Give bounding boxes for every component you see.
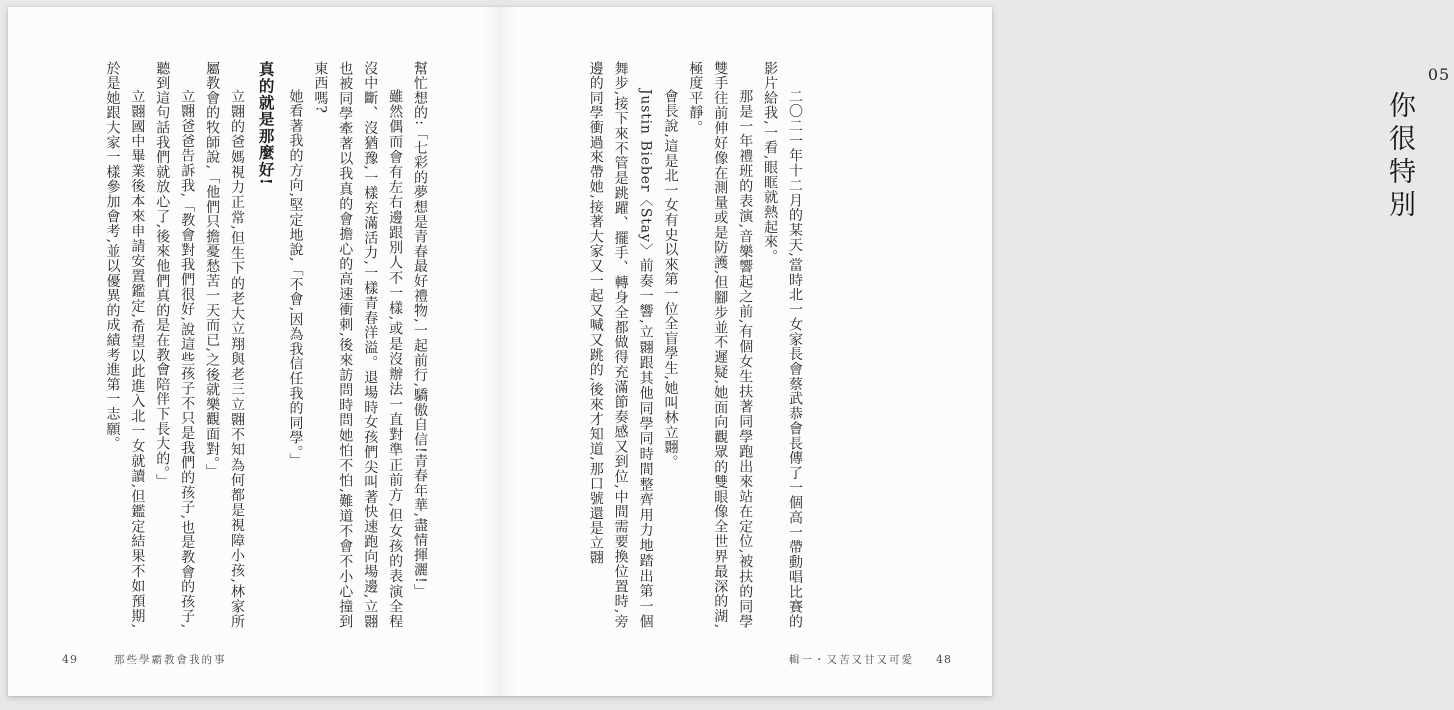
paragraph: 會長說,這是北一女有史以來第一位全盲學生,她叫林立翾。 — [662, 89, 679, 470]
section-heading: 真的就是那麼好! — [256, 61, 276, 186]
book-spread — [8, 7, 1451, 696]
footer-right — [789, 652, 952, 667]
running-head-right: 輯一・又苦又甘又可愛 — [789, 654, 914, 666]
running-head-left: 那些學霸教會我的事 — [114, 654, 227, 666]
paragraph: Justin Bieber〈Stay〉前奏一響,立翾跟其他同學同時間整齊用力地踏出第一個舞步,接下來不管是跳躍、擺手、轉身全都做得充滿節奏感又到位,中間需要換位置時,旁邊的同學衝過來帶她,接著大家又一起又喊又跳的,後來才知道,那口號還是立翾 — [587, 61, 654, 629]
page-number-right: 48 — [936, 653, 952, 666]
footer-left — [62, 652, 227, 667]
chapter-title: 你很特別 — [1384, 91, 1415, 223]
paragraph: 她看著我的方向,堅定地說,「不會,因為我信任我的同學。」 — [287, 89, 304, 468]
paragraph: 立翾爸爸告訴我,「教會對我們很好,說這些孩子不只是我們的孩子,也是教會的孩子,聽到這句話我們就放心了,後來他們真的是在教會陪伴下長大的。」 — [154, 61, 196, 629]
paragraph: 二〇二一年十二月的某天,當時北一女家長會蔡武恭會長傳了一個高一帶動唱比賽的影片給我,一看,眼眶就熱起來。 — [762, 61, 803, 629]
paragraph: 立翾的爸媽視力正常,但生下的老大立翔與老三立翾不知為何都是視障小孩,林家所屬教會的牧師說,「他們只擔憂愁苦一天而已,之後就樂觀面對。」 — [204, 61, 245, 629]
page-number-left: 49 — [62, 653, 78, 666]
chapter-number: 05 — [1427, 65, 1451, 84]
paragraph: 那是一年禮班的表演,音樂響起之前,有個女生扶著同學跑出來站在定位,被扶的同學雙手往前伸好像在測量或是防護,但腳步並不遲疑,她面向觀眾的雙眼像全世界最深的湖,極度平靜。 — [687, 61, 754, 629]
paragraph: 雖然偶而會有左右邊跟別人不一樣,或是沒辦法一直對準正前方,但女孩的表演全程沒中斷、沒猶豫,一樣充滿活力,一樣青春洋溢。退場時女孩們尖叫著快速跑向場邊,立翾也被同學牽著以我真的會擔心的高速衝刺,後來訪問時問她怕不怕,難道不會不小心撞到東西嗎? — [312, 61, 404, 629]
left-page-body-text — [56, 61, 432, 629]
right-page-body-text — [555, 61, 807, 629]
paragraph: 立翾國中畢業後本來申請安置鑑定,希望以此進入北一女就讀,但鑑定結果不如預期,於是她跟大家一樣參加會考,並以優異的成績考進第一志願。 — [104, 61, 146, 629]
paragraph: 幫忙想的:「七彩的夢想是青春最好禮物,一起前行,驕傲自信!青春年華,盡情揮灑!」 — [412, 61, 428, 599]
